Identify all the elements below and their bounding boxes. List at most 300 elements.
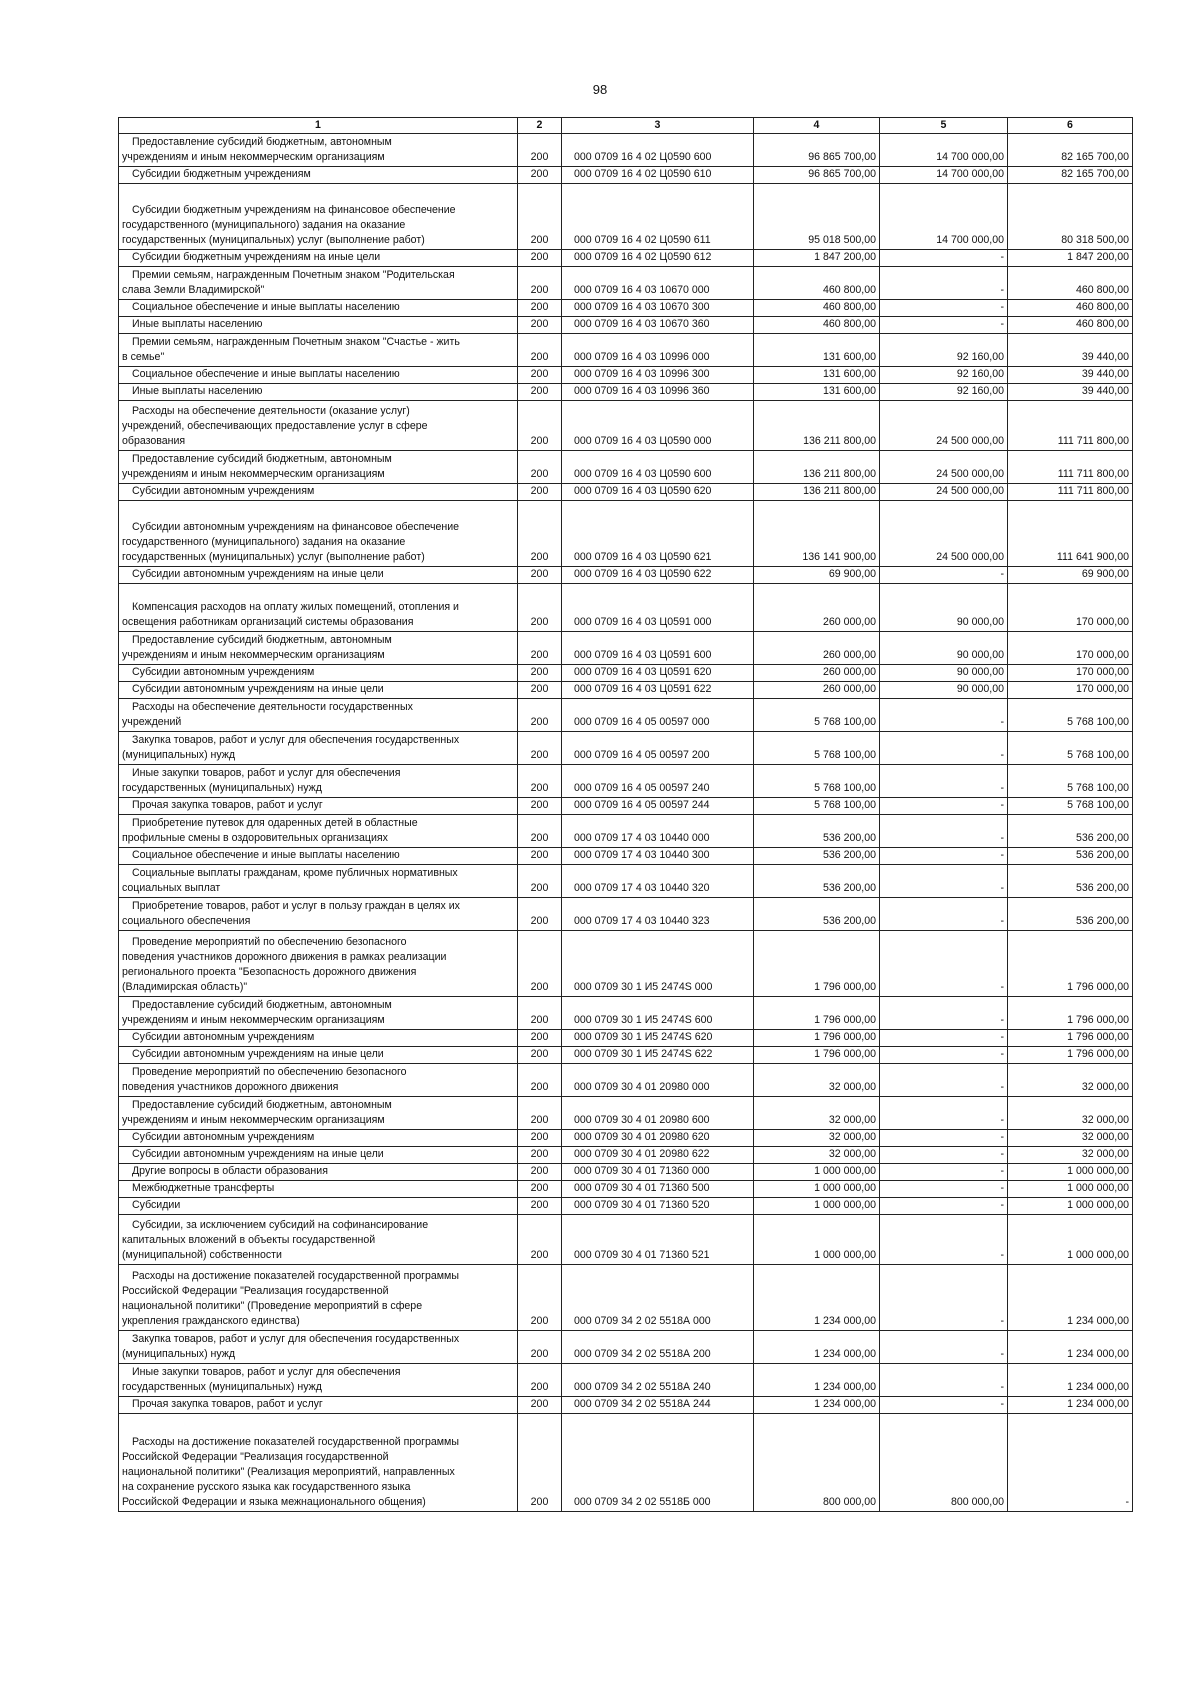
row-col-4: 260 000,00 xyxy=(754,632,880,665)
row-col-2: 200 xyxy=(518,334,562,367)
row-name: Социальное обеспечение и иные выплаты населению xyxy=(119,367,518,384)
row-name: Прочая закупка товаров, работ и услуг xyxy=(119,1397,518,1414)
table-row xyxy=(119,1047,1133,1064)
row-name: Премии семьям, награжденным Почетным знаком "Родительская слава Земли Владимирской" xyxy=(119,267,518,300)
row-col-2: 200 xyxy=(518,765,562,798)
row-col-2: 200 xyxy=(518,1414,562,1512)
row-code: 000 0709 30 1 И5 2474S 622 xyxy=(562,1047,754,1064)
row-col-6: 39 440,00 xyxy=(1008,384,1133,401)
row-code: 000 0709 16 4 03 10670 000 xyxy=(562,267,754,300)
row-name: Расходы на достижение показателей государственной программы Российской Федерации "Реализация государственной национальной политики" (Реализация мероприятий, направленных на сохранение русского языка как государственного языка Российской Федерации и языка межнационального общения) xyxy=(119,1414,518,1512)
row-col-2: 200 xyxy=(518,250,562,267)
row-code: 000 0709 34 2 02 5518А 244 xyxy=(562,1397,754,1414)
row-code: 000 0709 16 4 03 Ц0590 620 xyxy=(562,484,754,501)
row-col-4: 1 847 200,00 xyxy=(754,250,880,267)
table-row xyxy=(119,765,1133,798)
row-col-5: - xyxy=(880,1064,1008,1097)
row-col-4: 260 000,00 xyxy=(754,682,880,699)
row-code: 000 0709 16 4 05 00597 000 xyxy=(562,699,754,732)
table-row xyxy=(119,931,1133,997)
row-col-2: 200 xyxy=(518,584,562,632)
row-col-4: 460 800,00 xyxy=(754,300,880,317)
row-col-4: 136 211 800,00 xyxy=(754,401,880,451)
row-col-6: 32 000,00 xyxy=(1008,1147,1133,1164)
row-code: 000 0709 16 4 02 Ц0590 612 xyxy=(562,250,754,267)
table-row xyxy=(119,732,1133,765)
row-code: 000 0709 34 2 02 5518А 240 xyxy=(562,1364,754,1397)
row-col-6: 1 847 200,00 xyxy=(1008,250,1133,267)
row-col-2: 200 xyxy=(518,267,562,300)
row-code: 000 0709 16 4 03 Ц0590 622 xyxy=(562,567,754,584)
row-code: 000 0709 30 1 И5 2474S 620 xyxy=(562,1030,754,1047)
row-col-5: - xyxy=(880,865,1008,898)
row-col-5: - xyxy=(880,1047,1008,1064)
table-row xyxy=(119,699,1133,732)
row-col-4: 1 234 000,00 xyxy=(754,1364,880,1397)
row-col-2: 200 xyxy=(518,134,562,167)
row-name: Субсидии, за исключением субсидий на софинансирование капитальных вложений в объекты государственной (муниципальной) собственности xyxy=(119,1215,518,1265)
row-col-6: 1 234 000,00 xyxy=(1008,1265,1133,1331)
row-col-6: 1 796 000,00 xyxy=(1008,1047,1133,1064)
row-col-2: 200 xyxy=(518,1030,562,1047)
row-col-5: - xyxy=(880,765,1008,798)
row-col-2: 200 xyxy=(518,1364,562,1397)
row-col-6: 5 768 100,00 xyxy=(1008,699,1133,732)
row-col-2: 200 xyxy=(518,167,562,184)
table-row xyxy=(119,501,1133,567)
table-row xyxy=(119,1164,1133,1181)
row-col-6: 5 768 100,00 xyxy=(1008,732,1133,765)
row-col-2: 200 xyxy=(518,1064,562,1097)
row-col-6: 39 440,00 xyxy=(1008,334,1133,367)
header-col-1: 1 xyxy=(119,118,518,134)
row-col-6: 536 200,00 xyxy=(1008,898,1133,931)
row-col-6: 536 200,00 xyxy=(1008,865,1133,898)
row-col-2: 200 xyxy=(518,898,562,931)
row-col-4: 1 796 000,00 xyxy=(754,997,880,1030)
row-col-2: 200 xyxy=(518,300,562,317)
row-col-5: - xyxy=(880,1147,1008,1164)
row-col-5: - xyxy=(880,1331,1008,1364)
row-col-5: 24 500 000,00 xyxy=(880,484,1008,501)
row-col-5: - xyxy=(880,1130,1008,1147)
row-col-4: 32 000,00 xyxy=(754,1147,880,1164)
row-col-5: - xyxy=(880,699,1008,732)
row-col-6: 1 796 000,00 xyxy=(1008,997,1133,1030)
row-name: Субсидии бюджетным учреждениям на иные цели xyxy=(119,250,518,267)
row-col-2: 200 xyxy=(518,1130,562,1147)
row-col-5: 14 700 000,00 xyxy=(880,167,1008,184)
row-col-2: 200 xyxy=(518,1147,562,1164)
row-code: 000 0709 16 4 03 Ц0591 600 xyxy=(562,632,754,665)
row-col-4: 1 000 000,00 xyxy=(754,1198,880,1215)
table-row xyxy=(119,1331,1133,1364)
row-name: Субсидии автономным учреждениям на иные цели xyxy=(119,682,518,699)
row-col-6: - xyxy=(1008,1414,1133,1512)
row-col-5: - xyxy=(880,997,1008,1030)
row-code: 000 0709 30 4 01 71360 000 xyxy=(562,1164,754,1181)
budget-table xyxy=(118,117,1133,1512)
header-row xyxy=(119,118,1133,134)
row-col-6: 460 800,00 xyxy=(1008,300,1133,317)
row-name: Расходы на достижение показателей государственной программы Российской Федерации "Реализация государственной национальной политики" (Проведение мероприятий в сфере укрепления гражданского единства) xyxy=(119,1265,518,1331)
row-name: Субсидии автономным учреждениям на иные цели xyxy=(119,1147,518,1164)
table-row xyxy=(119,484,1133,501)
row-col-5: - xyxy=(880,250,1008,267)
table-row xyxy=(119,401,1133,451)
row-col-4: 95 018 500,00 xyxy=(754,184,880,250)
row-code: 000 0709 16 4 05 00597 200 xyxy=(562,732,754,765)
row-col-4: 536 200,00 xyxy=(754,865,880,898)
row-col-6: 5 768 100,00 xyxy=(1008,765,1133,798)
row-code: 000 0709 17 4 03 10440 320 xyxy=(562,865,754,898)
row-col-4: 96 865 700,00 xyxy=(754,167,880,184)
row-col-4: 5 768 100,00 xyxy=(754,732,880,765)
row-code: 000 0709 34 2 02 5518А 000 xyxy=(562,1265,754,1331)
row-col-5: - xyxy=(880,567,1008,584)
row-code: 000 0709 16 4 03 10996 000 xyxy=(562,334,754,367)
row-col-6: 170 000,00 xyxy=(1008,632,1133,665)
row-name: Расходы на обеспечение деятельности (оказание услуг) учреждений, обеспечивающих предоставление услуг в сфере образования xyxy=(119,401,518,451)
row-col-5: 24 500 000,00 xyxy=(880,451,1008,484)
row-col-5: - xyxy=(880,1265,1008,1331)
row-col-4: 1 000 000,00 xyxy=(754,1181,880,1198)
row-col-4: 260 000,00 xyxy=(754,665,880,682)
row-col-5: 90 000,00 xyxy=(880,632,1008,665)
table-row xyxy=(119,798,1133,815)
row-col-4: 32 000,00 xyxy=(754,1097,880,1130)
table-row xyxy=(119,167,1133,184)
row-col-5: 24 500 000,00 xyxy=(880,501,1008,567)
row-code: 000 0709 16 4 02 Ц0590 600 xyxy=(562,134,754,167)
row-code: 000 0709 30 4 01 20980 000 xyxy=(562,1064,754,1097)
row-name: Субсидии автономным учреждениям xyxy=(119,1130,518,1147)
table-row xyxy=(119,367,1133,384)
row-name: Приобретение путевок для одаренных детей в областные профильные смены в оздоровительных организациях xyxy=(119,815,518,848)
row-col-2: 200 xyxy=(518,1331,562,1364)
row-col-6: 1 234 000,00 xyxy=(1008,1331,1133,1364)
row-col-5: - xyxy=(880,1198,1008,1215)
table-row xyxy=(119,1397,1133,1414)
row-code: 000 0709 16 4 02 Ц0590 611 xyxy=(562,184,754,250)
row-name: Приобретение товаров, работ и услуг в пользу граждан в целях их социального обеспечения xyxy=(119,898,518,931)
row-col-5: - xyxy=(880,1097,1008,1130)
row-name: Субсидии автономным учреждениям xyxy=(119,665,518,682)
row-col-2: 200 xyxy=(518,1215,562,1265)
row-col-4: 5 768 100,00 xyxy=(754,798,880,815)
table-row xyxy=(119,300,1133,317)
row-code: 000 0709 16 4 05 00597 240 xyxy=(562,765,754,798)
row-col-4: 136 211 800,00 xyxy=(754,484,880,501)
row-col-6: 1 234 000,00 xyxy=(1008,1364,1133,1397)
row-col-4: 131 600,00 xyxy=(754,334,880,367)
row-col-2: 200 xyxy=(518,317,562,334)
table-row xyxy=(119,1198,1133,1215)
row-col-5: 800 000,00 xyxy=(880,1414,1008,1512)
row-col-2: 200 xyxy=(518,1397,562,1414)
row-code: 000 0709 30 1 И5 2474S 600 xyxy=(562,997,754,1030)
row-col-6: 111 711 800,00 xyxy=(1008,401,1133,451)
row-col-2: 200 xyxy=(518,451,562,484)
row-name: Предоставление субсидий бюджетным, автономным учреждениям и иным некоммерческим организациям xyxy=(119,451,518,484)
table-row xyxy=(119,1215,1133,1265)
table-row xyxy=(119,865,1133,898)
row-col-2: 200 xyxy=(518,632,562,665)
row-col-2: 200 xyxy=(518,1164,562,1181)
row-name: Иные закупки товаров, работ и услуг для обеспечения государственных (муниципальных) нужд xyxy=(119,765,518,798)
row-col-5: 14 700 000,00 xyxy=(880,184,1008,250)
row-col-5: 90 000,00 xyxy=(880,584,1008,632)
row-name: Субсидии автономным учреждениям на финансовое обеспечение государственного (муниципального) задания на оказание государственных (муниципальных) услуг (выполнение работ) xyxy=(119,501,518,567)
row-col-5: 90 000,00 xyxy=(880,665,1008,682)
row-name: Социальное обеспечение и иные выплаты населению xyxy=(119,300,518,317)
row-code: 000 0709 16 4 03 10996 300 xyxy=(562,367,754,384)
row-name: Предоставление субсидий бюджетным, автономным учреждениям и иным некоммерческим организациям xyxy=(119,997,518,1030)
row-code: 000 0709 30 1 И5 2474S 000 xyxy=(562,931,754,997)
table-row xyxy=(119,1147,1133,1164)
row-col-5: - xyxy=(880,1164,1008,1181)
table-row xyxy=(119,997,1133,1030)
row-name: Компенсация расходов на оплату жилых помещений, отопления и освещения работникам организаций системы образования xyxy=(119,584,518,632)
row-name: Предоставление субсидий бюджетным, автономным учреждениям и иным некоммерческим организациям xyxy=(119,134,518,167)
row-col-2: 200 xyxy=(518,184,562,250)
row-col-6: 1 000 000,00 xyxy=(1008,1181,1133,1198)
row-col-6: 1 234 000,00 xyxy=(1008,1397,1133,1414)
row-col-6: 536 200,00 xyxy=(1008,848,1133,865)
row-name: Закупка товаров, работ и услуг для обеспечения государственных (муниципальных) нужд xyxy=(119,1331,518,1364)
header-col-2: 2 xyxy=(518,118,562,134)
row-col-4: 536 200,00 xyxy=(754,848,880,865)
row-name: Субсидии автономным учреждениям xyxy=(119,484,518,501)
row-col-4: 1 796 000,00 xyxy=(754,1030,880,1047)
row-col-4: 260 000,00 xyxy=(754,584,880,632)
row-code: 000 0709 16 4 03 Ц0591 620 xyxy=(562,665,754,682)
table-row xyxy=(119,898,1133,931)
table-row xyxy=(119,1181,1133,1198)
table-row xyxy=(119,250,1133,267)
row-col-2: 200 xyxy=(518,665,562,682)
row-name: Проведение мероприятий по обеспечению безопасного поведения участников дорожного движения в рамках реализации регионального проекта "Безопасность дорожного движения (Владимирская область)" xyxy=(119,931,518,997)
row-col-4: 136 211 800,00 xyxy=(754,451,880,484)
row-col-6: 170 000,00 xyxy=(1008,584,1133,632)
row-col-2: 200 xyxy=(518,848,562,865)
row-col-4: 1 234 000,00 xyxy=(754,1397,880,1414)
table-row xyxy=(119,267,1133,300)
table-row xyxy=(119,1265,1133,1331)
row-name: Социальные выплаты гражданам, кроме публичных нормативных социальных выплат xyxy=(119,865,518,898)
row-col-6: 32 000,00 xyxy=(1008,1130,1133,1147)
row-col-4: 96 865 700,00 xyxy=(754,134,880,167)
row-col-4: 1 796 000,00 xyxy=(754,931,880,997)
row-name: Социальное обеспечение и иные выплаты населению xyxy=(119,848,518,865)
row-col-6: 460 800,00 xyxy=(1008,317,1133,334)
row-col-5: - xyxy=(880,931,1008,997)
table-row xyxy=(119,451,1133,484)
header-col-5: 5 xyxy=(880,118,1008,134)
row-name: Субсидии автономным учреждениям на иные цели xyxy=(119,567,518,584)
row-col-6: 32 000,00 xyxy=(1008,1064,1133,1097)
row-col-4: 460 800,00 xyxy=(754,317,880,334)
row-code: 000 0709 34 2 02 5518А 200 xyxy=(562,1331,754,1364)
row-col-2: 200 xyxy=(518,865,562,898)
row-name: Премии семьям, награжденным Почетным знаком "Счастье - жить в семье" xyxy=(119,334,518,367)
row-name: Субсидии автономным учреждениям на иные цели xyxy=(119,1047,518,1064)
row-col-6: 536 200,00 xyxy=(1008,815,1133,848)
row-col-6: 82 165 700,00 xyxy=(1008,167,1133,184)
table-row xyxy=(119,665,1133,682)
row-col-4: 1 234 000,00 xyxy=(754,1331,880,1364)
row-code: 000 0709 16 4 03 Ц0590 600 xyxy=(562,451,754,484)
row-col-4: 1 796 000,00 xyxy=(754,1047,880,1064)
row-code: 000 0709 30 4 01 71360 520 xyxy=(562,1198,754,1215)
table-row xyxy=(119,848,1133,865)
row-col-5: 92 160,00 xyxy=(880,367,1008,384)
row-code: 000 0709 16 4 03 Ц0590 000 xyxy=(562,401,754,451)
row-col-5: - xyxy=(880,815,1008,848)
row-col-5: - xyxy=(880,267,1008,300)
page-number: 98 xyxy=(592,82,608,97)
row-col-5: - xyxy=(880,1181,1008,1198)
table-body xyxy=(119,134,1133,1512)
row-col-4: 69 900,00 xyxy=(754,567,880,584)
row-col-4: 1 234 000,00 xyxy=(754,1265,880,1331)
table-row xyxy=(119,134,1133,167)
row-col-6: 111 711 800,00 xyxy=(1008,484,1133,501)
row-name: Субсидии автономным учреждениям xyxy=(119,1030,518,1047)
row-code: 000 0709 30 4 01 20980 620 xyxy=(562,1130,754,1147)
table-row xyxy=(119,815,1133,848)
row-col-5: - xyxy=(880,798,1008,815)
row-col-4: 131 600,00 xyxy=(754,384,880,401)
row-code: 000 0709 16 4 03 10670 300 xyxy=(562,300,754,317)
row-col-2: 200 xyxy=(518,567,562,584)
row-col-5: - xyxy=(880,1397,1008,1414)
row-col-6: 1 000 000,00 xyxy=(1008,1198,1133,1215)
row-name: Предоставление субсидий бюджетным, автономным учреждениям и иным некоммерческим организациям xyxy=(119,1097,518,1130)
row-name: Субсидии xyxy=(119,1198,518,1215)
row-name: Другие вопросы в области образования xyxy=(119,1164,518,1181)
row-col-2: 200 xyxy=(518,1181,562,1198)
row-col-2: 200 xyxy=(518,732,562,765)
row-col-5: - xyxy=(880,898,1008,931)
row-col-2: 200 xyxy=(518,401,562,451)
table-row xyxy=(119,682,1133,699)
row-name: Иные выплаты населению xyxy=(119,317,518,334)
row-col-4: 536 200,00 xyxy=(754,815,880,848)
row-col-6: 170 000,00 xyxy=(1008,665,1133,682)
row-col-4: 5 768 100,00 xyxy=(754,765,880,798)
row-col-2: 200 xyxy=(518,1198,562,1215)
row-col-6: 1 796 000,00 xyxy=(1008,1030,1133,1047)
row-col-4: 460 800,00 xyxy=(754,267,880,300)
row-col-2: 200 xyxy=(518,384,562,401)
row-col-2: 200 xyxy=(518,699,562,732)
row-col-5: - xyxy=(880,300,1008,317)
row-col-5: 90 000,00 xyxy=(880,682,1008,699)
row-col-5: 14 700 000,00 xyxy=(880,134,1008,167)
row-name: Субсидии бюджетным учреждениям xyxy=(119,167,518,184)
row-name: Иные закупки товаров, работ и услуг для обеспечения государственных (муниципальных) нужд xyxy=(119,1364,518,1397)
table-row xyxy=(119,1064,1133,1097)
row-col-5: - xyxy=(880,1364,1008,1397)
row-col-6: 111 641 900,00 xyxy=(1008,501,1133,567)
row-col-6: 170 000,00 xyxy=(1008,682,1133,699)
table-row xyxy=(119,384,1133,401)
row-col-5: - xyxy=(880,1215,1008,1265)
row-name: Прочая закупка товаров, работ и услуг xyxy=(119,798,518,815)
row-col-5: - xyxy=(880,732,1008,765)
header-col-4: 4 xyxy=(754,118,880,134)
row-code: 000 0709 16 4 02 Ц0590 610 xyxy=(562,167,754,184)
row-col-6: 1 000 000,00 xyxy=(1008,1215,1133,1265)
row-col-6: 1 000 000,00 xyxy=(1008,1164,1133,1181)
row-col-6: 111 711 800,00 xyxy=(1008,451,1133,484)
row-col-6: 5 768 100,00 xyxy=(1008,798,1133,815)
row-col-5: 92 160,00 xyxy=(880,384,1008,401)
row-code: 000 0709 17 4 03 10440 300 xyxy=(562,848,754,865)
row-col-4: 131 600,00 xyxy=(754,367,880,384)
row-col-2: 200 xyxy=(518,798,562,815)
row-code: 000 0709 30 4 01 71360 500 xyxy=(562,1181,754,1198)
row-col-2: 200 xyxy=(518,1047,562,1064)
table-row xyxy=(119,1030,1133,1047)
row-col-6: 460 800,00 xyxy=(1008,267,1133,300)
row-name: Предоставление субсидий бюджетным, автономным учреждениям и иным некоммерческим организациям xyxy=(119,632,518,665)
row-code: 000 0709 16 4 03 10996 360 xyxy=(562,384,754,401)
row-col-2: 200 xyxy=(518,484,562,501)
row-code: 000 0709 16 4 03 Ц0590 621 xyxy=(562,501,754,567)
table-row xyxy=(119,334,1133,367)
row-code: 000 0709 16 4 03 Ц0591 622 xyxy=(562,682,754,699)
row-code: 000 0709 34 2 02 5518Б 000 xyxy=(562,1414,754,1512)
header-col-6: 6 xyxy=(1008,118,1133,134)
row-name: Проведение мероприятий по обеспечению безопасного поведения участников дорожного движения xyxy=(119,1064,518,1097)
table-header xyxy=(119,118,1133,134)
row-name: Закупка товаров, работ и услуг для обеспечения государственных (муниципальных) нужд xyxy=(119,732,518,765)
row-col-6: 39 440,00 xyxy=(1008,367,1133,384)
row-code: 000 0709 30 4 01 20980 622 xyxy=(562,1147,754,1164)
row-code: 000 0709 16 4 03 10670 360 xyxy=(562,317,754,334)
row-code: 000 0709 17 4 03 10440 323 xyxy=(562,898,754,931)
row-col-4: 536 200,00 xyxy=(754,898,880,931)
row-code: 000 0709 16 4 05 00597 244 xyxy=(562,798,754,815)
row-col-5: - xyxy=(880,317,1008,334)
row-name: Межбюджетные трансферты xyxy=(119,1181,518,1198)
row-col-2: 200 xyxy=(518,815,562,848)
row-name: Расходы на обеспечение деятельности государственных учреждений xyxy=(119,699,518,732)
row-col-5: - xyxy=(880,1030,1008,1047)
row-col-4: 32 000,00 xyxy=(754,1130,880,1147)
row-col-2: 200 xyxy=(518,931,562,997)
row-col-4: 1 000 000,00 xyxy=(754,1164,880,1181)
row-col-4: 136 141 900,00 xyxy=(754,501,880,567)
row-col-4: 32 000,00 xyxy=(754,1064,880,1097)
row-col-4: 800 000,00 xyxy=(754,1414,880,1512)
table-row xyxy=(119,567,1133,584)
row-col-6: 1 796 000,00 xyxy=(1008,931,1133,997)
header-col-3: 3 xyxy=(562,118,754,134)
table-row xyxy=(119,184,1133,250)
row-col-2: 200 xyxy=(518,997,562,1030)
row-col-4: 5 768 100,00 xyxy=(754,699,880,732)
row-col-6: 32 000,00 xyxy=(1008,1097,1133,1130)
row-code: 000 0709 16 4 03 Ц0591 000 xyxy=(562,584,754,632)
row-col-2: 200 xyxy=(518,501,562,567)
table-row xyxy=(119,1364,1133,1397)
row-col-6: 69 900,00 xyxy=(1008,567,1133,584)
table-row xyxy=(119,632,1133,665)
row-code: 000 0709 30 4 01 71360 521 xyxy=(562,1215,754,1265)
